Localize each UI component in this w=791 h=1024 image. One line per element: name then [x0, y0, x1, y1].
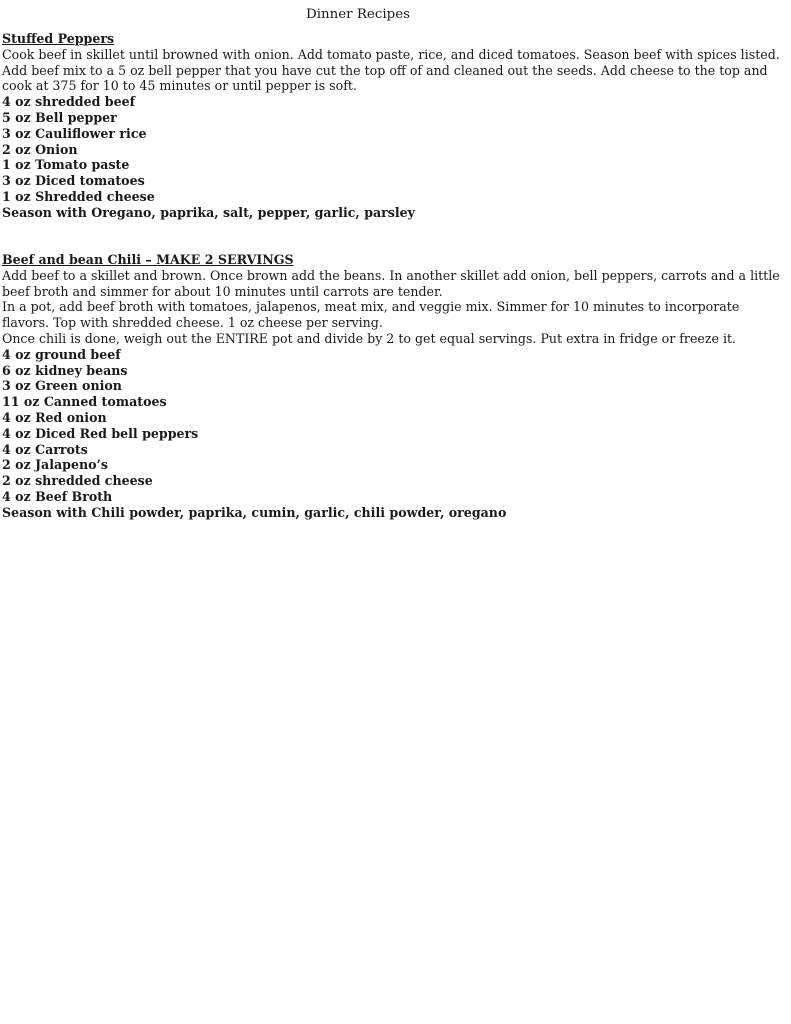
document-title: Dinner Recipes: [305, 7, 410, 22]
ingredient-item: 3 oz Diced tomatoes: [2, 173, 145, 189]
recipe-step: Add beef to a skillet and brown. Once brown add the beans. In another skillet add onion, bell peppers, carrots and a little beef broth and simmer for about 10 minutes until carrots are tender.: [2, 267, 780, 299]
ingredient-item: 4 oz ground beef: [2, 346, 121, 362]
ingredient-item: 2 oz Onion: [2, 141, 78, 157]
ingredient-list: [2, 94, 787, 205]
ingredient-item: 1 oz Shredded cheese: [2, 188, 155, 204]
ingredient-item: 3 oz Green onion: [2, 378, 122, 394]
ingredient-item: 4 oz Carrots: [2, 441, 88, 457]
ingredient-item: 2 oz Jalapeno’s: [2, 457, 108, 473]
recipe-beef-and-bean-chili: [2, 252, 787, 521]
recipe-step: In a pot, add beef broth with tomatoes, jalapenos, meat mix, and veggie mix. Simmer for 10 minutes to incorporate flavors. Top with shredded cheese. 1 oz cheese per serving.: [2, 299, 740, 331]
recipe-title: Beef and bean Chili – MAKE 2 SERVINGS: [2, 252, 294, 267]
ingredient-item: 5 oz Bell pepper: [2, 109, 117, 125]
ingredient-item: 4 oz shredded beef: [2, 94, 136, 110]
ingredient-item: 2 oz shredded cheese: [2, 473, 153, 489]
seasoning-line: Season with Chili powder, paprika, cumin, garlic, chili powder, oregano: [2, 504, 507, 520]
ingredient-list: [2, 347, 787, 505]
ingredient-item: 6 oz kidney beans: [2, 362, 128, 378]
recipe-step: Cook beef in skillet until browned with onion. Add tomato paste, rice, and diced tomatoes. Season beef with spices listed.: [2, 46, 780, 62]
ingredient-item: 3 oz Cauliflower rice: [2, 125, 147, 141]
ingredient-item: 11 oz Canned tomatoes: [2, 394, 167, 410]
ingredient-item: 4 oz Diced Red bell peppers: [2, 425, 199, 441]
recipe-title: Stuffed Peppers: [2, 31, 115, 46]
ingredient-item: 1 oz Tomato paste: [2, 157, 130, 173]
ingredient-item: 4 oz Beef Broth: [2, 488, 113, 504]
ingredient-item: 4 oz Red onion: [2, 409, 107, 425]
recipe-stuffed-peppers: [2, 31, 787, 221]
seasoning-line: Season with Oregano, paprika, salt, pepper, garlic, parsley: [2, 204, 415, 220]
recipe-step: Add beef mix to a 5 oz bell pepper that you have cut the top off of and cleaned out the seeds. Add cheese to the top and cook at 375 for 10 to 45 minutes or until pepper is soft.: [2, 62, 768, 94]
recipe-step: Once chili is done, weigh out the ENTIRE pot and divide by 2 to get equal servings. Put extra in fridge or freeze it.: [2, 330, 737, 346]
